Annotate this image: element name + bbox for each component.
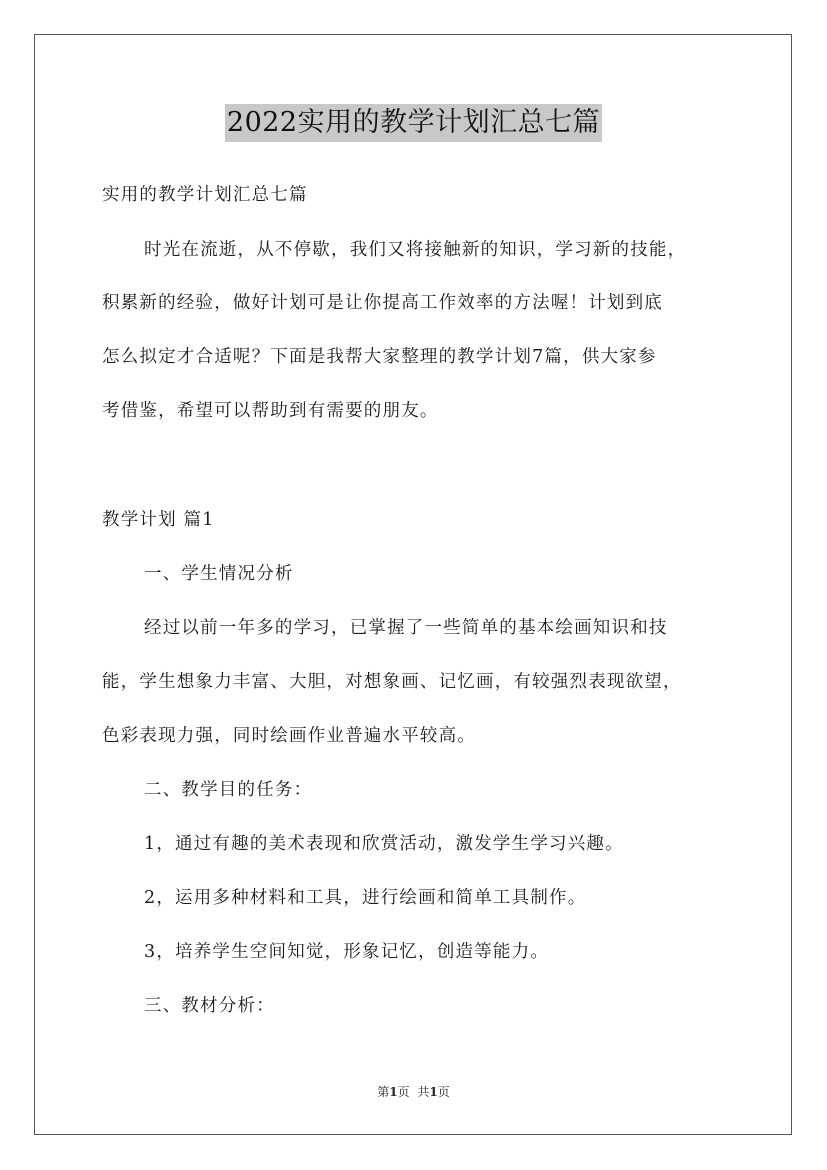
title-container — [0, 104, 827, 142]
intro-line-1: 时光在流逝，从不停歇，我们又将接触新的知识，学习新的技能， — [144, 240, 687, 260]
intro-line-4: 考借鉴，希望可以帮助到有需要的朋友。 — [102, 401, 439, 421]
goal-item-3: 3，培养学生空间知觉，形象记忆，创造等能力。 — [144, 942, 550, 962]
heading-material-analysis: 三、教材分析： — [144, 996, 275, 1016]
page-number: 1 — [389, 1085, 398, 1099]
heading-teaching-goals: 二、教学目的任务： — [144, 780, 313, 800]
analysis-line-3: 色彩表现力强，同时绘画作业普遍水平较高。 — [102, 726, 476, 746]
analysis-line-2: 能，学生想象力丰富、大胆，对想象画、记忆画，有较强烈表现欲望， — [102, 672, 682, 692]
total-pages: 1 — [429, 1085, 438, 1099]
total-label-prefix: 共 — [417, 1085, 430, 1099]
document-title: 2022实用的教学计划汇总七篇 — [225, 104, 602, 142]
intro-line-3: 怎么拟定才合适呢？下面是我帮大家整理的教学计划7篇，供大家参 — [102, 347, 657, 367]
heading-student-analysis: 一、学生情况分析 — [144, 564, 294, 584]
page-label-prefix: 第 — [377, 1085, 390, 1099]
goal-item-1: 1，通过有趣的美术表现和欣赏活动，激发学生学习兴趣。 — [144, 834, 624, 854]
subtitle-line: 实用的教学计划汇总七篇 — [102, 185, 308, 205]
total-label-suffix: 页 — [437, 1085, 450, 1099]
page-label-suffix: 页 — [397, 1085, 410, 1099]
section-heading: 教学计划 篇1 — [102, 510, 215, 530]
page-footer — [0, 1084, 827, 1100]
intro-line-2: 积累新的经验，做好计划可是让你提高工作效率的方法喔！计划到底 — [102, 293, 663, 313]
goal-item-2: 2，运用多种材料和工具，进行绘画和简单工具制作。 — [144, 888, 587, 908]
analysis-line-1: 经过以前一年多的学习，已掌握了一些简单的基本绘画知识和技 — [144, 618, 668, 638]
